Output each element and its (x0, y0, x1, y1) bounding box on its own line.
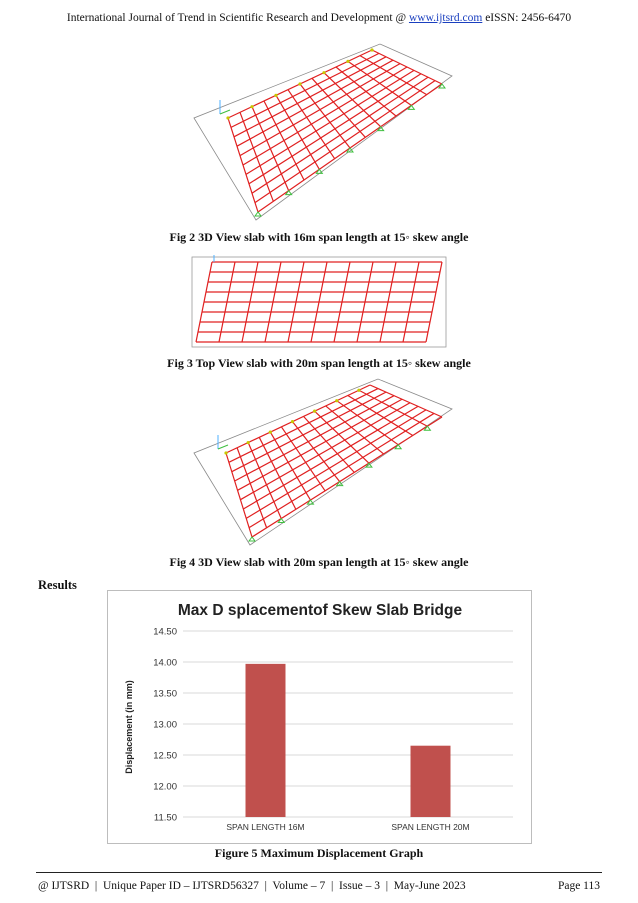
x-tick-label: SPAN LENGTH 16M (226, 822, 305, 832)
fig2-mesh (194, 44, 452, 220)
fig5-caption: Figure 5 Maximum Displacement Graph (214, 846, 424, 860)
page-number: Page 113 (557, 880, 600, 892)
fig3-caption: Fig 3 Top View slab with 20m span length at 15◦ skew angle (167, 356, 471, 370)
y-tick-label: 12.00 (153, 781, 177, 793)
footer-divider (36, 872, 602, 873)
header-suffix: eISSN: 2456-6470 (482, 12, 572, 24)
fig2-3d-slab-image (190, 40, 460, 225)
fig3-top-view-image (188, 253, 450, 351)
y-tick-label: 14.00 (153, 657, 177, 669)
journal-header (0, 12, 638, 24)
fig4-caption: Fig 4 3D View slab with 20m span length at 15◦ skew angle (169, 555, 469, 569)
page-footer (38, 880, 600, 892)
journal-link[interactable]: www.ijtsrd.com (408, 12, 483, 24)
fig4-mesh (194, 379, 452, 545)
y-tick-label: 13.50 (153, 688, 177, 700)
chart-svg (108, 591, 531, 843)
bar-1 (246, 664, 286, 817)
chart-y-ticks (153, 627, 177, 824)
chart-bars (246, 664, 451, 817)
chart-title: Max D splacementof Skew Slab Bridge (177, 602, 463, 619)
bar-2 (411, 746, 451, 817)
fig2-caption: Fig 2 3D View slab with 16m span length at 15◦ skew angle (169, 230, 469, 244)
chart-x-ticks (226, 822, 469, 832)
chart-gridlines (183, 631, 513, 817)
footer-info: @ IJTSRD | Unique Paper ID – IJTSRD56327 | Volume – 7 | Issue – 3 | May-June 2023 (38, 880, 466, 892)
fig3-mesh (196, 255, 442, 342)
displacement-chart (107, 590, 532, 844)
y-tick-label: 13.00 (153, 719, 177, 731)
y-tick-label: 11.50 (153, 812, 177, 824)
header-prefix: International Journal of Trend in Scientific Research and Development @ (66, 12, 409, 24)
chart-ylabel: Displacement (in mm) (124, 680, 134, 774)
x-tick-label: SPAN LENGTH 20M (391, 822, 470, 832)
fig4-3d-slab-image (190, 377, 460, 549)
y-tick-label: 12.50 (153, 750, 177, 762)
results-heading: Results (38, 578, 77, 592)
y-tick-label: 14.50 (153, 626, 177, 638)
